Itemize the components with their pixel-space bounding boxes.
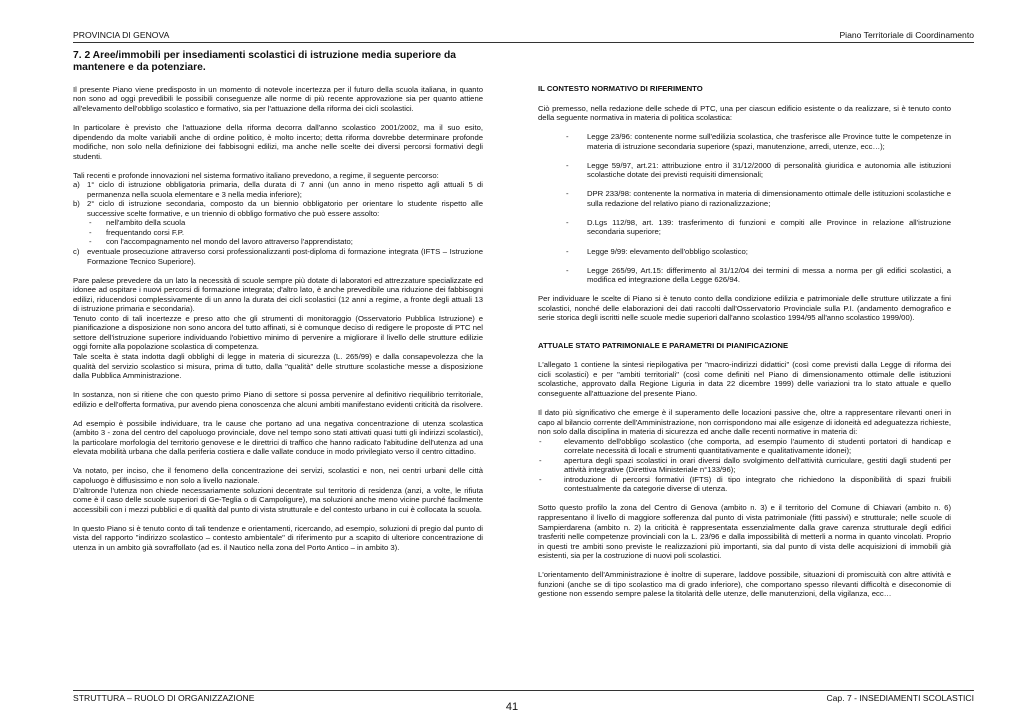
list-item: b) 2° ciclo di istruzione secondaria, composto da un biennio obbligatorio per orientare lo studente rispetto alle successive scelte formative, e un triennio di obbligo formativo che può essere assolto: (73, 199, 483, 218)
header-left: PROVINCIA DI GENOVA (73, 30, 170, 40)
paragraph: Pare palese prevedere da un lato la necessità di scuole sempre più dotate di laboratori ed attrezzature specializzate ed idonee ad ospitare i nuovi percorsi di formazione integrata; d'altro lato, è anche prevedibile una riduzione dei fabbisogni edilizi, riducendosi complessivamente di un anno la durata dei cicli scolastici (12 anni a regime, a fronte degli attuali 13 di istruzione primaria e secondaria). (73, 275, 483, 314)
dash-list (538, 437, 951, 494)
header-right: Piano Territoriale di Coordinamento (839, 30, 974, 40)
paragraph: Per individuare le scelte di Piano si è tenuto conto della condizione edilizia e patrimoniale delle strutture utilizzate a fini scolastici, nonché delle elaborazioni dei dati raccolti dall'Osservatorio Provinciale sulla P.I. (andamento demografico e serie storica degli iscritti nelle scuole medie superiori dall'anno scolastico 1994/95 all'anno scolastico 1999/00). (538, 294, 951, 323)
paragraph: Sotto questo profilo la zona del Centro di Genova (ambito n. 3) e il territorio del Comune di Chiavari (ambito n. 6) rappresentano il livello di maggiore sofferenza dal punto di vista patrimoniale (fitti passivi) e strutturale; nelle scuole di Sampierdarena (ambito n. 2) la criticità è rappresentata essenzialmente dalla grave carenza strutturale degli edifici trasferiti nelle competenze provinciali con la L. 23/96 e dalla impossibilità di metterli a norma in quanto vincolati. Proprio in questi tre ambiti sono previste le realizzazioni più importanti, sia dal punto di vista delle acquisizioni di immobili già esistenti, sia per la costruzione di nuovi poli scolastici. (538, 503, 951, 561)
paragraph: Ad esempio è possibile individuare, tra le cause che portano ad una negativa concentrazione di utenza scolastica (ambito 3 - zona del centro del capoluogo provinciale, dove nel tempo sono stati attivati quasi tutti gli indirizzi scolastici), la particolare morfologia del territorio genovese e le direttrici di traffico che hanno radicato l'abitudine dell'utenza ad una elevata mobilità urbana che dalla periferia costiera e dalle vallate conduce in modo privilegiato verso il centro cittadino. (73, 418, 483, 457)
paragraph: D'altronde l'utenza non chiede necessariamente soluzioni decentrate sul territorio di residenza (anzi, a volte, le rifiuta come è il caso delle scuole superiori di Ge-Teglia o di Campoligure), ma soluzioni anche meno vicine purché facilmente accessibili con i mezzi pubblici e di qualità dal punto di vista strutturale e del contesto urbano in cui è collocata la scuola. (73, 485, 483, 514)
list-item: - nell'ambito della scuola (89, 218, 186, 228)
list-item: - Legge 265/99, Art.15: differimento al 31/12/04 dei termini di messa a norma per gli edifici scolastici, a modifica ed integrazione della Legge 626/94. (566, 265, 951, 285)
list-item: - apertura degli spazi scolastici in orari diversi dallo svolgimento dell'attività curriculare, gestiti dagli studenti per attività integrative (Direttiva Ministeriale n°133/96); (539, 455, 951, 475)
list-item: - elevamento dell'obbligo scolastico (che comporta, ad esempio l'aumento di studenti portatori di handicap e correlate necessità di locali e strumenti quantitativamente e qualitativamente idonei); (539, 436, 951, 456)
list-item: - con l'accompagnamento nel mondo del lavoro attraverso l'apprendistato; (89, 237, 353, 247)
page-number: 41 (505, 701, 519, 713)
left-column (73, 50, 483, 562)
list-item: - Legge 59/97, art.21: attribuzione entro il 31/12/2000 di personalità giuridica e autonomia alle istituzioni scolastiche dotate dei previsti requisiti dimensionali; (566, 160, 951, 180)
list-item: - introduzione di percorsi formativi (IFTS) di tipo integrato che richiedono la disponibilità di spazi fruibili contestualmente da categorie diverse di utenza. (539, 474, 951, 494)
list-item: - Legge 9/99: elevamento dell'obbligo scolastico; (566, 246, 748, 256)
section-heading: IL CONTESTO NORMATIVO DI RIFERIMENTO (538, 84, 703, 93)
footer-left: STRUTTURA – RUOLO DI ORGANIZZAZIONE (73, 693, 255, 703)
list-item: a) 1° ciclo di istruzione obbligatoria primaria, della durata di 7 anni (un anno in meno rispetto agli attuali 5 di permanenza nella scuola elementare e 3 nella media inferiore); (73, 180, 483, 199)
ordered-list (73, 247, 483, 266)
list-item: - DPR 233/98: contenente la normativa in materia di dimensionamento ottimale delle istituzioni scolastiche e sulla redazione del relativo piano di razionalizzazione; (566, 189, 951, 208)
section-title: 7. 2 Aree/immobili per insediamenti scolastici di istruzione media superiore da mantenere e da potenziare. (73, 50, 457, 74)
paragraph: In particolare è previsto che l'attuazione della riforma decorra dall'anno scolastico 2001/2002, ma il suo esito, dipendendo da molte variabili anche di ordine politico, è molto incerto; detta riforma dovrebbe determinare profonde modifiche, non solo nella definizione dei fabbisogni edilizi, ma anche nelle scelte dei diversi percorsi formativi degli studenti. (73, 122, 483, 161)
paragraph: Il presente Piano viene predisposto in un momento di notevole incertezza per il futuro della scuola italiana, in quanto non sono ad oggi prevedibili le possibili conseguenze alle norme di più recente approvazione sia per quanto attiene all'elevamento dell'obbligo scolastico e formativo, sia per l'attuazione della riforma dei cicli scolastici. (73, 84, 483, 113)
paragraph: Tale scelta è stata indotta dagli obblighi di legge in materia di sicurezza (L. 265/99) e dalla consapevolezza che la qualità del servizio scolastico si misura, prima di tutto, dalla "qualità" delle strutture scolastiche messe a disposizione dalla Pubblica Amministrazione. (73, 351, 483, 381)
sub-list (73, 218, 483, 247)
paragraph: Va notato, per inciso, che il fenomeno della concentrazione dei servizi, scolastici e non, nei centri urbani delle città capoluogo è diffusissimo e non solo a livello nazionale. (73, 466, 483, 485)
paragraph: In sostanza, non si ritiene che con questo primo Piano di settore si possa pervenire al definitivo riequilibrio territoriale, edilizio e dell'offerta formativa, pur avendo piena conoscenza che alcuni ambiti manifestano evidenti criticità da risolvere. (73, 390, 483, 409)
paragraph: In questo Piano si è tenuto conto di tali tendenze e orientamenti, ricercando, ad esempio, soluzioni di pregio dal punto di vista del rapporto "indirizzo scolastico – contesto ambientale" di riferimento pur a scapito di ulteriore concentrazione di utenza in un ambito già sovraffollato (ad es. il Nautico nella zona del Porto Antico – in ambito 3). (73, 523, 483, 552)
list-item: - frequentando corsi F.P. (89, 227, 185, 237)
paragraph: Ciò premesso, nella redazione delle schede di PTC, una per ciascun edificio esistente o da realizzare, si è tenuto conto della seguente normativa in materia di politica scolastica: (538, 103, 951, 123)
paragraph: Tenuto conto di tali incertezze e preso atto che gli strumenti di monitoraggio (Osservatorio Pubblica Istruzione) e pianificazione a disposizione non sono ancora del tutto affinati, si è comunque deciso di redigere le proposte di PTC nel settore dell'istruzione superiore individuando l'obiettivo minimo di pervenire a migliorare il livello delle strutture edilizie oggi fornite alla popolazione scolastica di competenza. (73, 313, 483, 352)
list-item: - Legge 23/96: contenente norme sull'edilizia scolastica, che trasferisce alle Province tutte le competenze in materia di istruzione secondaria superiore (spazi, manutenzione, arredi, utenze, ecc…); (566, 132, 951, 151)
list-item: c) eventuale prosecuzione attraverso corsi professionalizzanti post-diploma di formazione integrata (IFTS – Istruzione Formazione Tecnico Superiore). (73, 247, 483, 266)
paragraph: L'allegato 1 contiene la sintesi riepilogativa per "macro-indirizzi didattici" (così come previsti dalla Legge di riforma dei cicli scolastici) e per "ambiti territoriali" (così come definiti nel Piano di dimensionamento ottimale delle istituzioni scolastiche, approvato dalla Regione Liguria in data 22 dicembre 1999) delle variazioni tra lo stato attuale e quello conseguente all'attuazione del presente Piano. (538, 360, 951, 398)
header-rule (73, 42, 974, 43)
paragraph: Il dato più significativo che emerge è il superamento delle locazioni passive che, oltre a rappresentare rilevanti oneri in capo al bilancio corrente dell'Amministrazione, non corrispondono mai alle esigenze di idoneità ed adeguatezza richieste, non solo dalla disciplina in materia di sicurezza ed anche dalle recenti normative in materia di: (538, 408, 951, 437)
law-list (538, 132, 951, 285)
right-column (538, 84, 951, 608)
list-item: - D.Lgs 112/98, art. 139: trasferimento di funzioni e compiti alle Province in relazione all'istruzione secondaria superiore; (566, 217, 951, 237)
paragraph: Tali recenti e profonde innovazioni nel sistema formativo italiano prevedono, a regime, il seguente percorso: (73, 170, 439, 180)
footer-rule (73, 690, 974, 691)
paragraph: L'orientamento dell'Amministrazione è inoltre di superare, laddove possibile, situazioni di promiscuità con altre attività e funzioni (anche se di tipo scolastico ma di grado inferiore), che comportano spesso rilevanti difficoltà e diseconomie di gestione non essendo sempre palese la titolarità delle utenze, delle manutenzioni, della vigilanza, ecc… (538, 570, 951, 599)
section-heading: ATTUALE STATO PATRIMONIALE E PARAMETRI DI PIANIFICAZIONE (538, 340, 789, 350)
footer-right: Cap. 7 - INSEDIAMENTI SCOLASTICI (826, 693, 974, 703)
ordered-list (73, 180, 483, 218)
